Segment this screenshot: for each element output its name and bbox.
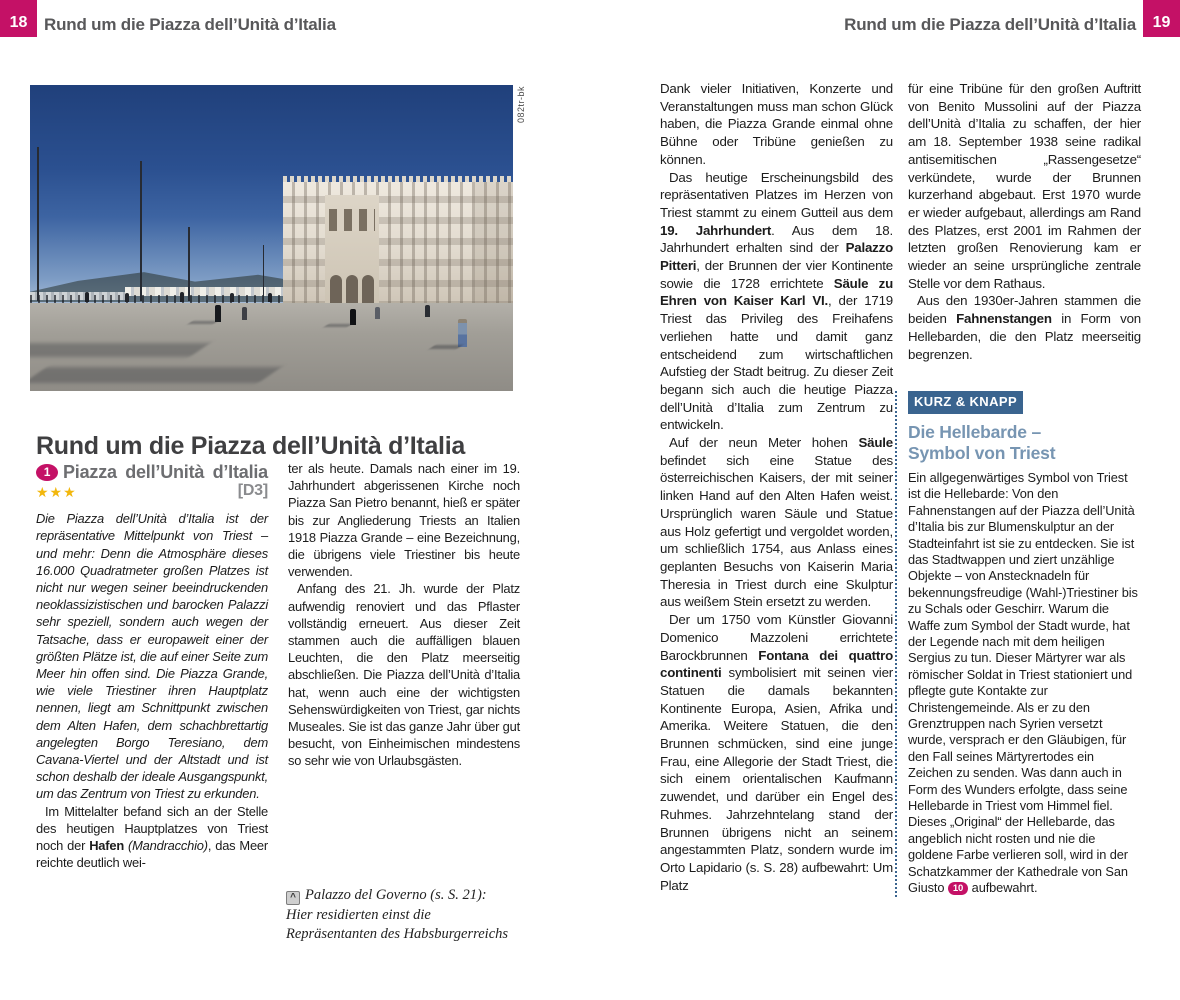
box-body: Ein allgegenwärtiges Symbol von Triest ist die Hellebarde: Von den Fahnenstangen auf der Piazza dell’Unità d’Italia bis zur Blumenskulptur an der Stadteinfahrt ist sie zu entdecken. Sie ist das Stadtwappen und ziert unzählige Objekte – von Anstecknadeln für bekennungsfreudige (Wahl-)Triestiner bis zu Schals oder Geschirr. Warum die Waffe zum Symbol der Stadt wurde, hat der Legende nach mit dem heiligen Sergius zu tun. Dieser Märtyrer war als römischer Soldat in Triest stationiert und pflegte gute Kontakte zur Christengemeinde. Als er zu den Grenztruppen nach Syrien versetzt wurde, versprach er den Gläubigen, für den Fall seines Märtyrertodes ein Zeichen zu senden. Was dann auch in Form des Wunders erfolgte, dass seine Hellebarde in Triest vom Himmel fiel. Dieses „Original“ der Hellebarde, das angeblich nicht rosten und nie die goldene Farbe verlieren soll, wird in der Schatzkammer der Kathedrale von San Giusto 10 aufbewahrt. bbox=[908, 469, 1138, 896]
box-label: KURZ & KNAPP bbox=[908, 391, 1023, 414]
box-heading: Die Hellebarde – Symbol von Triest bbox=[908, 421, 1056, 464]
page-number-left: 18 bbox=[0, 0, 37, 37]
person-figure bbox=[458, 319, 467, 347]
person-figure bbox=[268, 293, 272, 302]
paragraph: für eine Tribüne für den großen Auftritt von Benito Mussolini auf der Piazza dell’Unità d’Italia zu schaffen, der hier am 18. September 1938 seine radikal antisemitischen „Rassengesetze“ verkündete, wurde der Brunnen kurzerhand abgebaut. Erst 1970 wurde er wieder aufgebaut, allerdings am Rand des Platzes, erst 2001 im Rahmen der letzten großen Renovierung kam er wieder an seine ursprüngliche zentrale Stelle vor dem Rathaus. bbox=[908, 81, 1141, 291]
person-figure bbox=[215, 305, 221, 322]
photo-arch bbox=[330, 275, 342, 303]
person-figure bbox=[375, 307, 380, 319]
photo-palace-wing bbox=[475, 182, 513, 303]
bold-term: Fontana dei quattro continenti bbox=[660, 647, 893, 681]
paragraph: Das heutige Erscheinungsbild des repräsentativen Platzes im Herzen von Triest stammt zu einem Gutteil aus dem 19. Jahrhundert. Aus dem 18. Jahrhundert erhalten sind der Palazzo Pitteri, der Brunnen der vier Kontinente sowie die 1728 errichtete Säule zu Ehren von Kaiser Karl VI., der 1719 Triest das Privileg des Freihafens verliehen hatte und damit ganz entscheidend zum wirtschaftlichen Aufstieg der Stadt beitrug. Zu dieser Zeit begann sich auch die heutige Piazza dell’Unità d’Italia zum Zentrum zu entwickeln. bbox=[660, 169, 894, 433]
person-figure bbox=[425, 305, 430, 317]
italic-term: (Mandracchio) bbox=[128, 838, 208, 854]
page-number-right: 19 bbox=[1143, 0, 1180, 37]
paragraph: Anfang des 21. Jh. wurde der Platz aufwendig renoviert und das Pflaster vollständig erneuert. Aus dieser Zeit stammen auch die auffälligen blauen Leuchten, die den Platz meerseitig abschließen. Die Piazza dell’Unità d’Italia hat, wenn auch eine der wichtigsten Sehenswürdigkeiten von Triest, gar nichts Museales. Sie ist das ganze Jahr über gut besucht, von Einheimischen mindestens so sehr wie von Urlaubsgästen. bbox=[288, 581, 520, 769]
figure-shadow bbox=[324, 324, 352, 327]
photo-credit: 082tr-bk bbox=[516, 86, 526, 124]
person-figure bbox=[230, 293, 234, 302]
right-page-column-2 bbox=[908, 80, 1141, 897]
photo-caption: ^ Palazzo del Governo (s. S. 21): Hier residierten einst die Repräsentanten des Habsburgerreichs bbox=[286, 887, 509, 942]
paragraph: Im Mittelalter befand sich an der Stelle des heutigen Hauptplatzes von Triest noch der Hafen (Mandracchio), das Meer reichte deutlich wei- bbox=[36, 803, 268, 871]
bold-term: Hafen bbox=[89, 838, 125, 854]
piazza-photo bbox=[30, 85, 513, 391]
bold-term: Palazzo Pitteri bbox=[660, 240, 893, 274]
bold-term: 19. Jahrhundert bbox=[660, 222, 772, 238]
person-figure bbox=[242, 307, 247, 320]
bold-term: Säule bbox=[858, 435, 893, 451]
paragraph: Auf der neun Meter hohen Säule befindet sich eine Statue des österreichischen Kaisers, der mit seiner linken Hand auf den Alten Hafen weist. Ursprünglich waren Säule und Statue aus Holz gefertigt und vergoldet worden, um schließlich 1754, aus Anlass eines geplanten Besuchs von Kaiserin Maria Theresia in Triest durch eine Skulptur aus weißem Stein ersetzt zu werden. bbox=[660, 435, 893, 610]
photo-flagpole bbox=[140, 161, 142, 301]
left-page-column-1 bbox=[36, 460, 268, 871]
bold-term: Säule zu Ehren von Kaiser Karl VI. bbox=[660, 275, 894, 309]
poi-name: Piazza dell’Unità d’Italia bbox=[63, 462, 268, 482]
figure-shadow bbox=[188, 321, 218, 324]
person-figure bbox=[125, 293, 129, 302]
running-head-left: Rund um die Piazza dell’Unità d’Italia bbox=[44, 15, 336, 34]
photo-loggia bbox=[329, 209, 375, 231]
photo-lamppost bbox=[263, 245, 264, 301]
poi-reference-badge: 10 bbox=[948, 882, 968, 895]
photo-flagpole bbox=[37, 147, 39, 301]
photo-arch bbox=[362, 275, 374, 303]
figure-shadow bbox=[429, 345, 463, 349]
poi-header bbox=[36, 460, 268, 501]
poi-number-badge: 1 bbox=[36, 464, 58, 481]
section-heading: Rund um die Piazza dell’Unità d’Italia bbox=[36, 431, 465, 460]
paragraph: Aus den 1930er-Jahren stammen die beiden Fahnenstangen in Form von Hellebarden, die den Platz meerseitig begrenzen. bbox=[908, 293, 1141, 362]
right-page-column-1 bbox=[660, 80, 893, 894]
photo-arch bbox=[346, 275, 358, 303]
kurz-und-knapp-box bbox=[895, 391, 1141, 896]
photo-lamppost bbox=[188, 227, 190, 301]
poi-map-reference: [D3] bbox=[237, 482, 268, 499]
photo-above-icon: ^ bbox=[286, 891, 300, 905]
person-figure bbox=[85, 292, 89, 302]
poi-rating-stars: ★★★ bbox=[36, 484, 77, 500]
foreground-shadow bbox=[30, 343, 210, 357]
running-head-right: Rund um die Piazza dell’Unità d’Italia bbox=[844, 15, 1136, 34]
paragraph: Dank vieler Initiativen, Konzerte und Veranstaltungen muss man schon Glück haben, die Piazza Grande einmal ohne Bühne oder Tribüne genießen zu können. bbox=[660, 81, 893, 167]
bold-term: Fahnenstangen bbox=[956, 311, 1052, 327]
paragraph: Der um 1750 vom Künstler Giovanni Domenico Mazzoleni errichtete Barockbrunnen Fontana dei quattro continenti symbolisiert mit seinen vier Statuen die damals bekannten Kontinente Europa, Asien, Afrika und Amerika. Weitere Statuen, die den Brunnen schmücken, sind eine junge Frau, eine Allegorie der Stadt Triest, die sich einem orientalischen Kaufmann zuwendet, und darüber ein Engel des Ruhmes. Jahrzehntelang stand der Brunnen übrigens nicht an seinem angestammten Platz, sondern wurde im Orto Lapidario (s. S. 28) aufbewahrt: Um Platz bbox=[660, 612, 893, 893]
left-page-column-2 bbox=[288, 460, 520, 871]
person-figure bbox=[180, 292, 184, 302]
photo-palace-portico bbox=[325, 195, 379, 303]
foreground-shadow bbox=[30, 367, 281, 383]
paragraph: ter als heute. Damals nach einer im 19. Jahrhundert abgerissenen Kirche noch Piazza San Pietro benannt, hieß er später bis zur Angliederung Triests an Italien 1918 Piazza Grande – eine Bezeichnung, die übrigens viele Triestiner bis heute verwenden. bbox=[288, 461, 520, 580]
intro-paragraph: Die Piazza dell’Unità d’Italia ist der repräsentative Mittelpunkt von Triest – und mehr: Denn die Atmosphäre dieses 16.000 Quadratmeter großen Platzes ist nicht nur wegen seiner beeindruckenden neoklassizistischen und barocken Palazzi sehr speziell, sondern auch wegen der Tatsache, dass er europaweit einer der größten Plätze ist, die auf einer Seite zum Meer hin offen sind. Die Piazza Grande, wie viele Triestiner ihren Hauptplatz nennen, liegt am Schnittpunkt zwischen dem Alten Hafen, dem schachbrettartig angelegten Borgo Teresiano, dem Cavana-Viertel und der Altstadt und ist schon deshalb der ideale Ausgangspunkt, um das Zentrum von Triest zu erkunden. bbox=[36, 511, 268, 802]
person-figure bbox=[350, 309, 356, 325]
